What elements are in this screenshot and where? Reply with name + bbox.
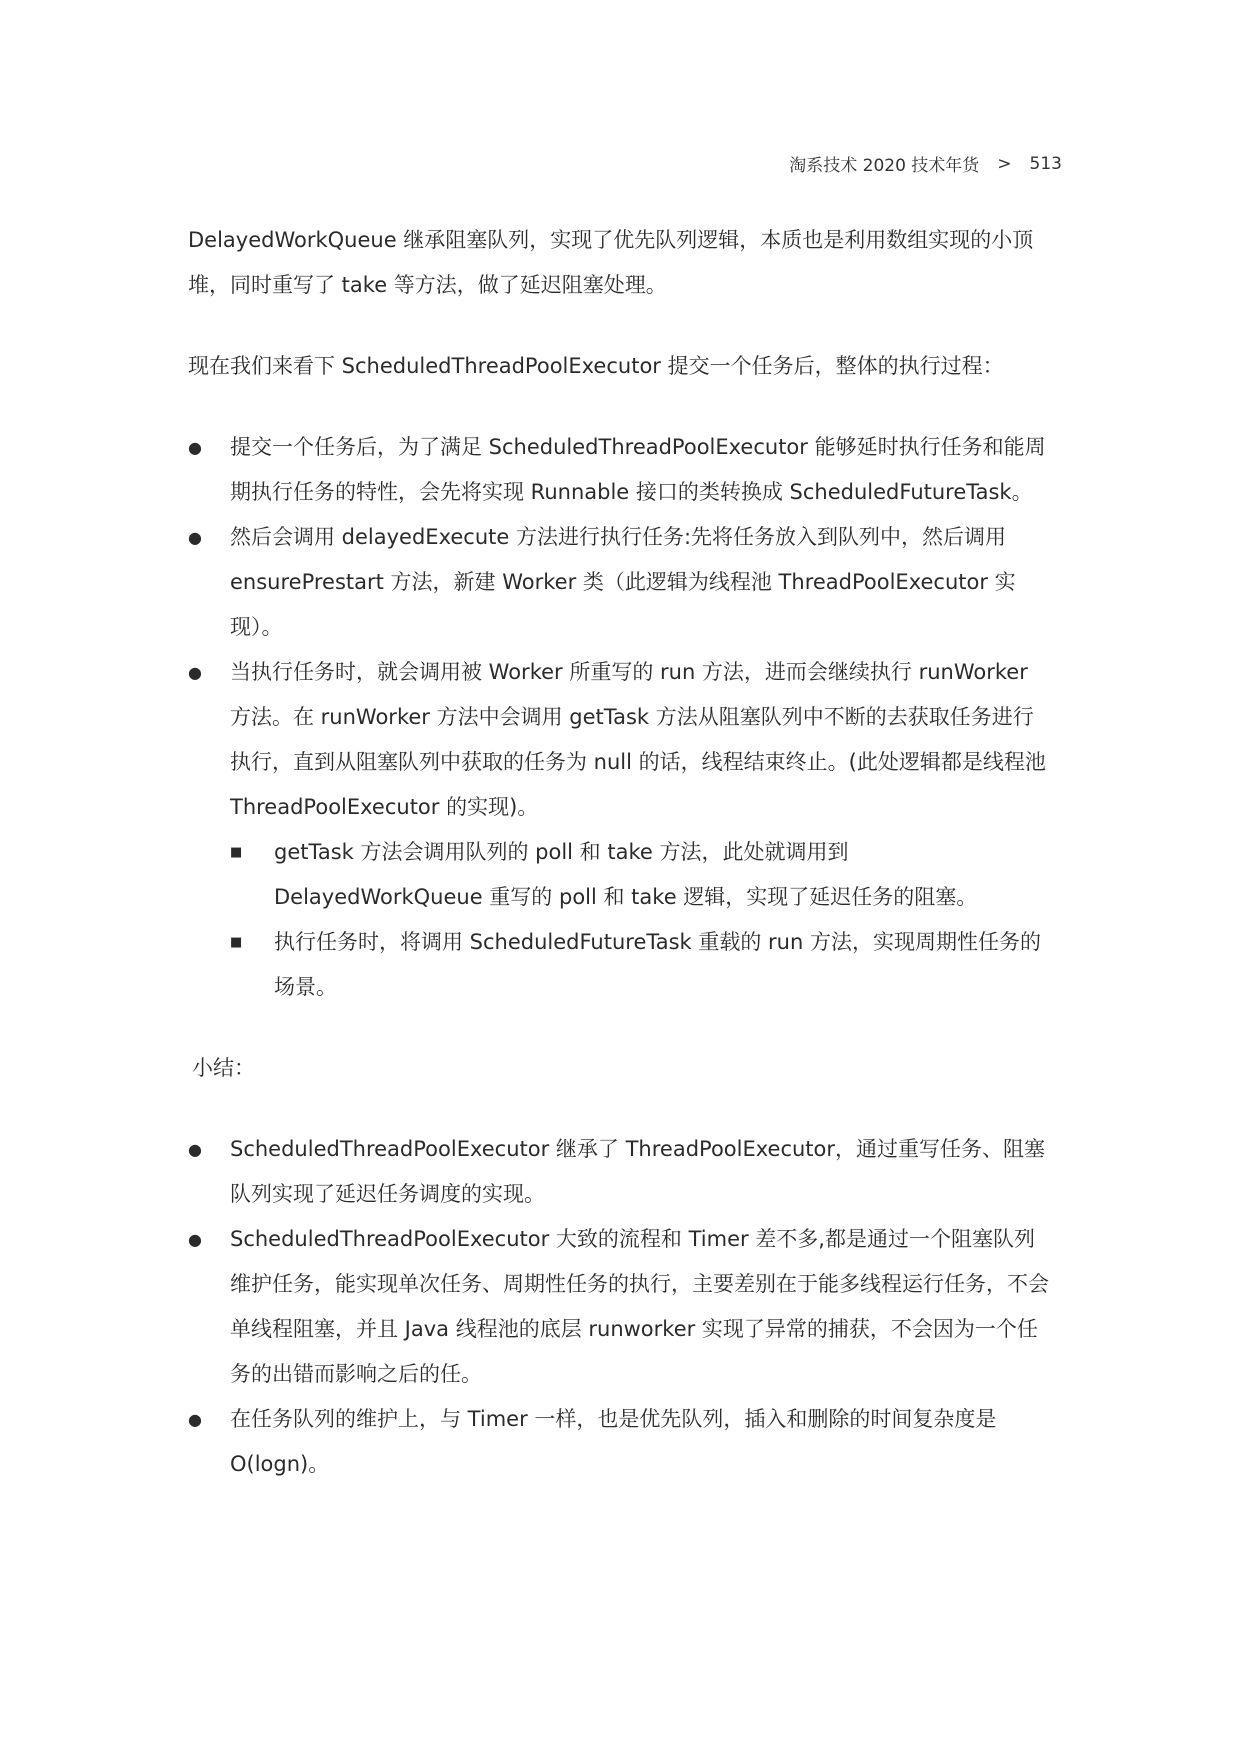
bullet-dot-icon: ● [188,1230,202,1249]
sub-list-item-text: 执行任务时，将调用 ScheduledFutureTask 重载的 run 方法，实现周期性任务的场景。 [274,930,1041,999]
bullet-dot-icon: ● [188,438,202,457]
page-body [188,218,1052,1487]
list-item [188,650,1052,1010]
sub-list-item [230,830,1052,920]
page-header [789,151,1062,176]
bullet-dot-icon: ● [188,1140,202,1159]
list-item [188,1217,1052,1397]
list-item [188,1127,1052,1217]
list-item [188,515,1052,650]
header-separator: > [997,153,1012,174]
lead-paragraph: 现在我们来看下 ScheduledThreadPoolExecutor 提交一个任务后，整体的执行过程： [188,354,1004,378]
book-title: 淘系技术 2020 技术年货 [789,156,980,176]
list-item-text: 在任务队列的维护上，与 Timer 一样，也是优先队列，插入和删除的时间复杂度是 O(logn)。 [230,1407,997,1476]
sub-list-item [230,920,1052,1010]
intro-paragraph: DelayedWorkQueue 继承阻塞队列，实现了优先队列逻辑，本质也是利用数组实现的小顶堆，同时重写了 take 等方法，做了延迟阻塞处理。 [188,228,1034,297]
summary-list [188,1127,1052,1487]
list-item-text: ScheduledThreadPoolExecutor 大致的流程和 Timer 差不多,都是通过一个阻塞队列维护任务，能实现单次任务、周期性任务的执行，主要差别在于能多线程运行任务，不会单线程阻塞，并且 Java 线程池的底层 runworker 实现了异常的捕获，不会因为一个任务的出错而影响之后的任。 [230,1227,1049,1386]
sub-list [230,830,1052,1010]
list-item-text: 当执行任务时，就会调用被 Worker 所重写的 run 方法，进而会继续执行 runWorker 方法。在 runWorker 方法中会调用 getTask 方法从阻塞队列中不断的去获取任务进行执行，直到从阻塞队列中获取的任务为 null 的话，线程结束终止。(此处逻辑都是线程池 ThreadPoolExecutor 的实现)。 [230,660,1046,819]
list-item-text: ScheduledThreadPoolExecutor 继承了 ThreadPoolExecutor，通过重写任务、阻塞队列实现了延迟任务调度的实现。 [230,1137,1046,1206]
process-list [188,425,1052,1010]
sub-list-item-text: getTask 方法会调用队列的 poll 和 take 方法，此处就调用到 DelayedWorkQueue 重写的 poll 和 take 逻辑，实现了延迟任务的阻塞。 [274,840,978,909]
bullet-square-icon: ■ [230,845,243,860]
list-item [188,425,1052,515]
list-item-text: 然后会调用 delayedExecute 方法进行执行任务:先将任务放入到队列中，然后调用 ensurePrestart 方法，新建 Worker 类（此逻辑为线程池 ThreadPoolExecutor 实现）。 [230,525,1016,639]
page-number: 513 [1029,153,1062,174]
bullet-square-icon: ■ [230,935,243,950]
list-item-text: 提交一个任务后，为了满足 ScheduledThreadPoolExecutor 能够延时执行任务和能周期执行任务的特性，会先将实现 Runnable 接口的类转换成 ScheduledFutureTask。 [230,435,1046,504]
list-item [188,1397,1052,1487]
summary-heading: 小结： [192,1056,255,1080]
bullet-dot-icon: ● [188,663,202,682]
bullet-dot-icon: ● [188,1410,202,1429]
bullet-dot-icon: ● [188,528,202,547]
